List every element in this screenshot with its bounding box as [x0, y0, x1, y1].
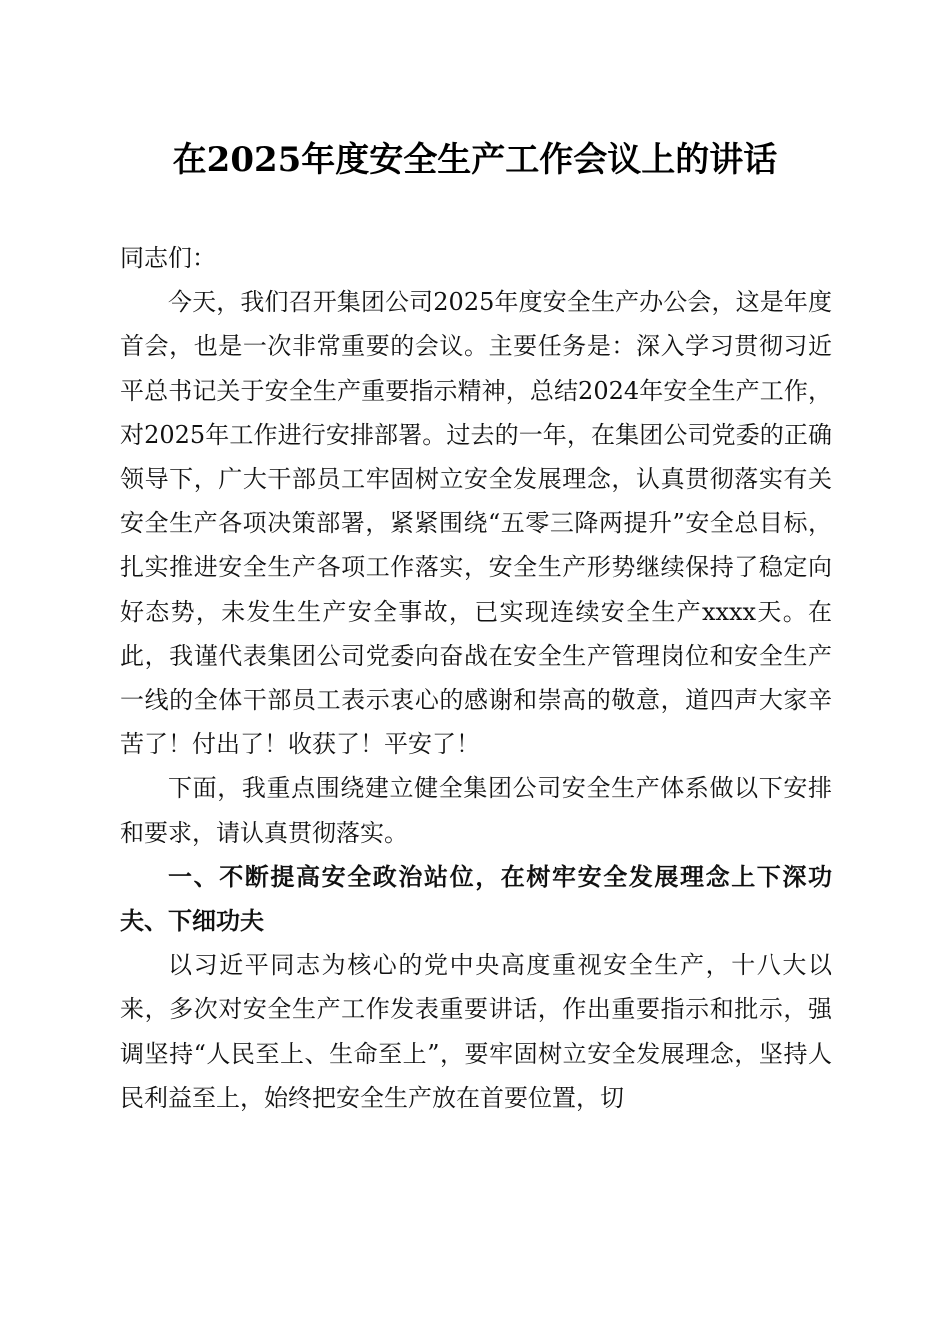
- section-heading-1: 一、不断提高安全政治站位，在树牢安全发展理念上下深功夫、下细功夫: [120, 862, 832, 936]
- salutation: 同志们：: [120, 244, 216, 272]
- paragraph-section-1: 以习近平同志为核心的党中央高度重视安全生产，十八大以来，多次对安全生产工作发表重要讲话，作出重要指示和批示，强调坚持“人民至上、生命至上”，要牢固树立安全发展理念，坚持人民利益至上，始终把安全生产放在首要位置，切: [120, 951, 832, 1112]
- document-title: 在2025年度安全生产工作会议上的讲话: [172, 140, 778, 180]
- paragraph-arrangement: 下面，我重点围绕建立健全集团公司安全生产体系做以下安排和要求，请认真贯彻落实。: [120, 774, 832, 847]
- document-body: [120, 236, 832, 1120]
- paragraph-opening: 今天，我们召开集团公司2025年度安全生产办公会，这是年度首会，也是一次非常重要的会议。主要任务是：深入学习贯彻习近平总书记关于安全生产重要指示精神，总结2024年安全生产工作，对2025年工作进行安排部署。过去的一年，在集团公司党委的正确领导下，广大干部员工牢固树立安全发展理念，认真贯彻落实有关安全生产各项决策部署，紧紧围绕“五零三降两提升”安全总目标，扎实推进安全生产各项工作落实，安全生产形势继续保持了稳定向好态势，未发生生产安全事故，已实现连续安全生产xxxx天。在此，我谨代表集团公司党委向奋战在安全生产管理岗位和安全生产一线的全体干部员工表示衷心的感谢和崇高的敬意，道四声大家辛苦了！付出了！收获了！平安了！: [120, 288, 832, 759]
